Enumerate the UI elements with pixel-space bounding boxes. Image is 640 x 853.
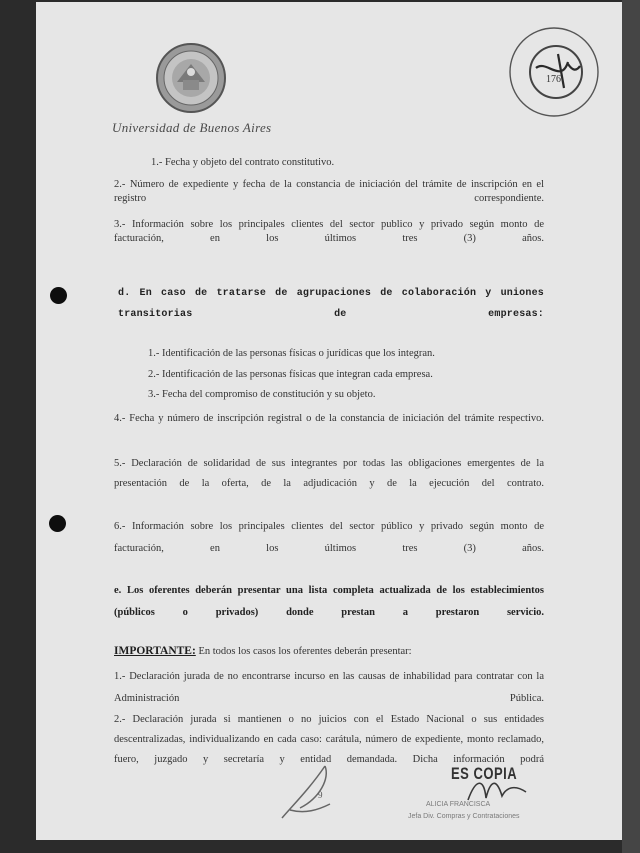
section-d-heading: d. En caso de tratarse de agrupaciones de colaboración y uniones transitorias de empresas: <box>118 288 544 320</box>
d-item-5: 5.- Declaración de solidaridad de sus integrantes por todas las obligaciones emergentes de la presentación de la oferta, de la adjudicación y de la ejecución del contrato. <box>114 458 544 489</box>
copy-stamp: ES COPIA <box>451 764 518 783</box>
university-seal-icon <box>155 42 227 114</box>
section-e-heading: e. Los oferentes deberán presentar una lista completa actualizada de los establecimientos (públicos o privados) donde prestan a prestaron servicio. <box>114 585 544 618</box>
importante-item-2: 2.- Declaración jurada si mantienen o no juicios con el Estado Nacional o sus entidades descentralizadas, individualizando en cada caso: carátula, número de expediente, monto reclamado, fuero, juzgado y secretaría y entidad demandada. Dicha información podrá <box>114 714 544 765</box>
prev-item-3: 3.- Información sobre los principales clientes del sector publico y privado según monto de facturación, en los últimos tres (3) años. <box>114 219 544 244</box>
d-item-6: 6.- Información sobre los principales clientes del sector público y privado según monto de facturación, en los últimos tres (3) años. <box>114 521 544 554</box>
importante-line <box>114 644 412 659</box>
page-number: 9 <box>318 790 323 800</box>
prev-item-2: 2.- Número de expediente y fecha de la constancia de iniciación del trámite de inscripción en el registro correspondiente. <box>114 179 544 204</box>
d-item-3: 3.- Fecha del compromiso de constitución y su objeto. <box>148 389 376 400</box>
punch-hole-bottom <box>49 515 66 532</box>
importante-label: IMPORTANTE: <box>114 645 196 657</box>
importante-intro: En todos los casos los oferentes deberán presentar: <box>198 646 412 657</box>
svg-text:176: 176 <box>546 74 561 85</box>
d-item-2: 2.- Identificación de las personas físicas que integran cada empresa. <box>148 369 433 380</box>
university-name: Universidad de Buenos Aires <box>112 120 272 135</box>
folio-stamp-icon <box>506 24 602 120</box>
scanner-edge <box>622 0 640 853</box>
signer-title: Jefa Div. Compras y Contrataciones <box>408 813 520 820</box>
d-item-1: 1.- Identificación de las personas físicas o jurídicas que los integran. <box>148 348 435 359</box>
importante-item-1: 1.- Declaración jurada de no encontrarse incurso en las causas de inhabilidad para contratar con la Administración Pública. <box>114 671 544 704</box>
punch-hole-top <box>50 287 67 304</box>
initials-signature-icon <box>270 748 360 828</box>
d-item-4: 4.- Fecha y número de inscripción registral o de la constancia de iniciación del trámite respectivo. <box>114 413 544 424</box>
prev-item-1: 1.- Fecha y objeto del contrato constitutivo. <box>151 157 335 168</box>
signer-name: ALICIA FRANCISCA <box>426 801 491 808</box>
